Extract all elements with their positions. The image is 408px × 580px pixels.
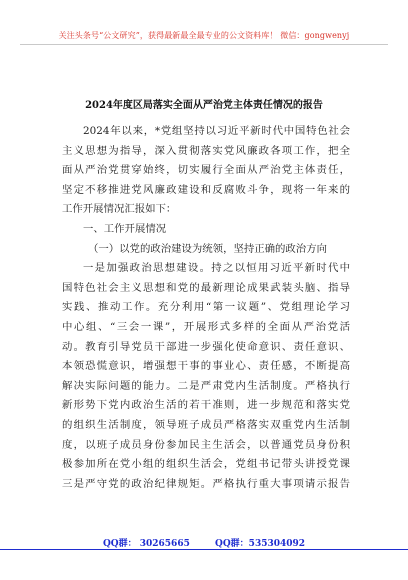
paragraph-line: 度，以班子成员身份参加民主生活会，以普通党员身份积 — [62, 438, 350, 451]
paragraph-line: 国特色社会主义思想和党的最新理论成果武装头脑、指导 — [62, 281, 350, 294]
paragraph-line: 主义思想为指导，深入贯彻落实党风廉政各项工作，把全 — [62, 144, 350, 157]
document-title: 2024年度区局落实全面从严治党主体责任情况的报告 — [85, 100, 323, 111]
paragraph-line: 坚定不移推进党风廉政建设和反腐败斗争，现将一年来的 — [62, 183, 350, 196]
paragraph-line: 动。教育引导党员干部进一步强化使命意识、责任意识、 — [62, 340, 350, 353]
paragraph-line: 三是严守党的政治纪律规矩。严格执行重大事项请示报告 — [62, 477, 350, 490]
paragraph-line: 面从严治党贯穿始终，切实履行全面从严治党主体责任， — [62, 164, 350, 177]
footer — [0, 536, 408, 549]
paragraph-line: 工作开展情况汇报如下： — [62, 203, 177, 216]
paragraph-line: 解决实际问题的能力。二是严肃党内生活制度。严格执行 — [62, 379, 350, 392]
qq-group-2: QQ群：535304092 — [215, 539, 306, 549]
paragraph-line: 2024年以来，*党组坚持以习近平新时代中国特色社会 — [83, 125, 350, 137]
paragraph-line: 的组织生活制度，领导班子成员严格落实双重党内生活制 — [62, 418, 350, 431]
header-divider — [20, 44, 388, 45]
paragraph-line: 本领恐慌意识，增强想干事的事业心、责任感，不断提高 — [62, 360, 350, 373]
paragraph-line: 一是加强政治思想建设。持之以恒用习近平新时代中 — [83, 262, 350, 275]
document-body — [62, 122, 350, 494]
paragraph-line: 中心组、“三会一课”，开展形式多样的全面从严治党活 — [62, 320, 350, 333]
subsection-heading: （一）以党的政治建设为统领，坚持正确的政治方向 — [88, 242, 327, 255]
qq-group-1: QQ群： 30265665 — [102, 539, 190, 549]
footer-divider — [0, 549, 408, 550]
section-heading: 一、工作开展情况 — [83, 222, 167, 235]
paragraph-line: 新形势下党内政治生活的若干准则，进一步规范和落实党 — [62, 399, 350, 412]
header-note: 关注头条号“公文研究”，获得最新最全最专业的公文资料库！ 微信：gongwenyj — [58, 31, 350, 40]
paragraph-line: 极参加所在党小组的组织生活会，党组书记带头讲授党课 — [62, 458, 350, 471]
paragraph-line: 实践、推动工作。充分利用“第一议题”、党组理论学习 — [62, 301, 350, 314]
